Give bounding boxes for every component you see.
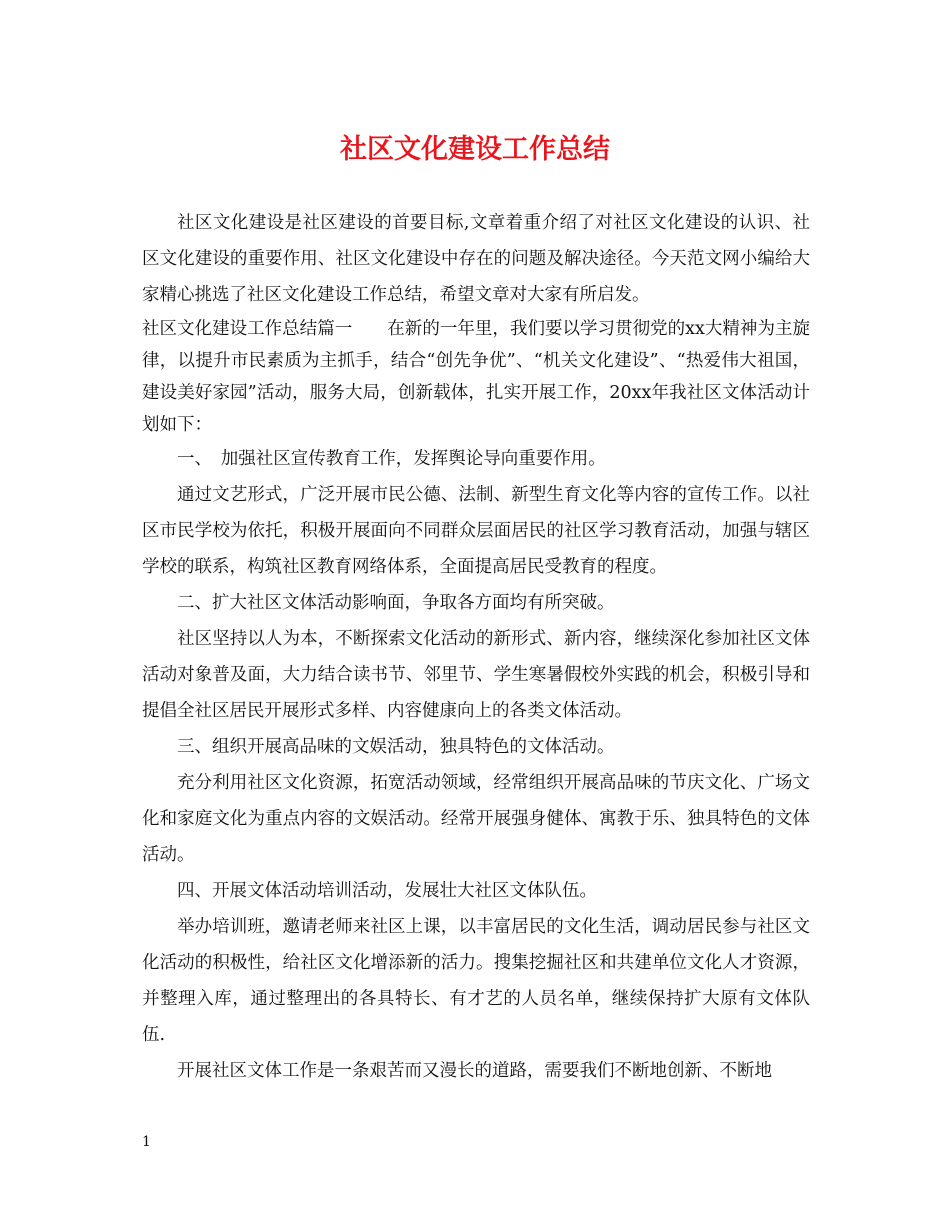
heading-section-1: 一、 加强社区宣传教育工作，发挥舆论导向重要作用。 — [177, 449, 606, 469]
document-body — [142, 205, 810, 1089]
paragraph-intro: 社区文化建设是社区建设的首要目标,文章着重介绍了对社区文化建设的认识、社区文化建设的重要作用、社区文化建设中存在的问题及解决途径。今天范文网小编给大家精心挑选了社区文化建设工作总结，希望文章对大家有所启发。 — [142, 213, 810, 305]
heading-section-2: 二、扩大社区文体活动影响面，争取各方面均有所突破。 — [177, 593, 615, 613]
document-title: 社区文化建设工作总结 — [340, 134, 610, 165]
paragraph-section-3: 充分利用社区文化资源，拓宽活动领域，经常组织开展高品味的节庆文化、广场文化和家庭文化为重点内容的文娱活动。经常开展强身健体、寓教于乐、独具特色的文体活动。 — [142, 773, 810, 865]
paragraph-conclusion: 开展社区文体工作是一条艰苦而又漫长的道路，需要我们不断地创新、不断地 — [177, 1061, 772, 1081]
paragraph-plan-intro: 社区文化建设工作总结篇一 在新的一年里，我们要以学习贯彻党的xx大精神为主旋律，以提升市民素质为主抓手，结合“创先争优”、“机关文化建设”、“热爱伟大祖国，建设美好家园”活动，服务大局，创新载体，扎实开展工作，20xx年我社区文体活动计划如下： — [142, 319, 810, 435]
paragraph-section-4: 举办培训班，邀请老师来社区上课，以丰富居民的文化生活，调动居民参与社区文化活动的积极性，给社区文化增添新的活力。搜集挖掘社区和共建单位文化人才资源，并整理入库，通过整理出的各具特长、有才艺的人员名单，继续保持扩大原有文体队伍. — [142, 917, 810, 1045]
page-number: 1 — [142, 1134, 151, 1150]
paragraph-section-1: 通过文艺形式，广泛开展市民公德、法制、新型生育文化等内容的宣传工作。以社区市民学校为依托，积极开展面向不同群众层面居民的社区学习教育活动，加强与辖区学校的联系，构筑社区教育网络体系，全面提高居民受教育的程度。 — [142, 485, 810, 577]
heading-section-3: 三、组织开展高品味的文娱活动，独具特色的文体活动。 — [177, 737, 615, 757]
heading-section-4: 四、开展文体活动培训活动，发展壮大社区文体队伍。 — [177, 881, 597, 901]
paragraph-section-2: 社区坚持以人为本，不断探索文化活动的新形式、新内容，继续深化参加社区文体活动对象普及面，大力结合读书节、邻里节、学生寒暑假校外实践的机会，积极引导和提倡全社区居民开展形式多样、内容健康向上的各类文体活动。 — [142, 629, 810, 721]
